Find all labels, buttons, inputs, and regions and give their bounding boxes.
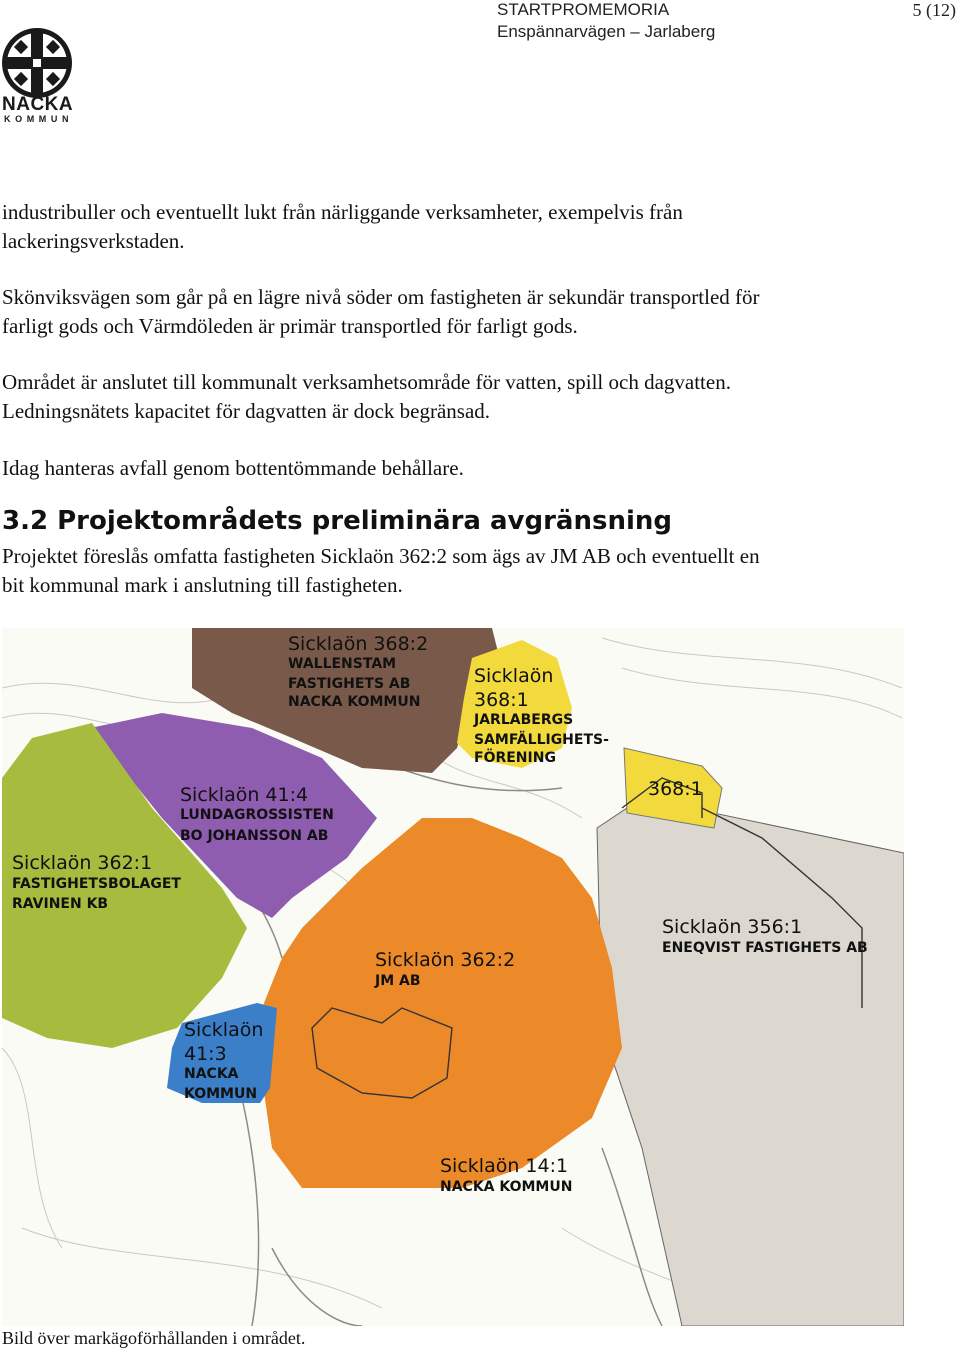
section-heading: 3.2 Projektområdets preliminära avgränsning xyxy=(2,506,673,536)
paragraph-water xyxy=(2,368,932,426)
label-14-1-title: Sicklaön 14:1 xyxy=(440,1155,569,1177)
label-356-1-line1: ENEQVIST FASTIGHETS AB xyxy=(662,940,868,956)
paragraph-line: Området är anslutet till kommunalt verksamhetsområde för vatten, spill och dagvatten. xyxy=(2,370,731,394)
label-368-1-line3: FÖRENING xyxy=(474,750,556,766)
label-368-2-title: Sicklaön 368:2 xyxy=(288,633,429,655)
label-368-1-line2: SAMFÄLLIGHETS- xyxy=(474,732,609,748)
paragraph-line: lackeringsverkstaden. xyxy=(2,229,185,253)
label-41-4-line1: LUNDAGROSSISTEN xyxy=(180,807,334,823)
label-41-3-line2: KOMMUN xyxy=(184,1086,258,1102)
label-41-4-line2: BO JOHANSSON AB xyxy=(180,828,329,844)
paragraph-waste xyxy=(2,454,932,483)
paragraph-line: Projektet föreslås omfatta fastigheten Sicklaön 362:2 som ägs av JM AB och eventuellt en xyxy=(2,544,760,568)
paragraph-line: industribuller och eventuellt lukt från närliggande verksamheter, exempelvis från xyxy=(2,200,683,224)
label-362-1-line1: FASTIGHETSBOLAGET xyxy=(12,876,181,892)
paragraph-line: farligt gods och Värmdöleden är primär transportled för farligt gods. xyxy=(2,314,578,338)
figure-caption: Bild över markägoförhållanden i området. xyxy=(2,1328,306,1348)
label-41-3-title2: 41:3 xyxy=(184,1043,227,1065)
label-368-2-line3: NACKA KOMMUN xyxy=(288,694,421,710)
label-368-1-line1: JARLABERGS xyxy=(474,712,574,728)
label-41-3-line1: NACKA xyxy=(184,1066,239,1082)
paragraph-noise xyxy=(2,198,932,256)
logo-wordmark: NACKA xyxy=(2,94,74,115)
label-368-1-small: 368:1 xyxy=(648,778,703,800)
label-368-1-title2: 368:1 xyxy=(474,689,529,711)
paragraph-transport xyxy=(2,283,932,341)
document-type: STARTPROMEMORIA xyxy=(497,0,670,19)
document-subject: Enspännarvägen – Jarlaberg xyxy=(497,22,716,41)
label-368-2-line2: FASTIGHETS AB xyxy=(288,676,411,692)
paragraph-line: Skönviksvägen som går på en lägre nivå söder om fastigheten är sekundär transportled för xyxy=(2,285,760,309)
paragraph-line: bit kommunal mark i anslutning till fastigheten. xyxy=(2,573,403,597)
label-14-1-line1: NACKA KOMMUN xyxy=(440,1179,573,1195)
label-362-2-line1: JM AB xyxy=(375,973,421,989)
page-number: 5 (12) xyxy=(912,0,956,20)
paragraph-project xyxy=(2,542,932,600)
property-map xyxy=(2,628,904,1326)
label-362-1-title: Sicklaön 362:1 xyxy=(12,852,153,874)
label-362-2-title: Sicklaön 362:2 xyxy=(375,949,516,971)
logo-subtitle: KOMMUN xyxy=(4,114,74,124)
label-368-2-line1: WALLENSTAM xyxy=(288,656,397,672)
label-356-1-title: Sicklaön 356:1 xyxy=(662,916,803,938)
label-362-1-line2: RAVINEN KB xyxy=(12,896,109,912)
label-41-4-title: Sicklaön 41:4 xyxy=(180,784,309,806)
label-368-1-title1: Sicklaön xyxy=(474,665,554,687)
paragraph-line: Ledningsnätets kapacitet för dagvatten är dock begränsad. xyxy=(2,399,491,423)
label-41-3-title1: Sicklaön xyxy=(184,1019,264,1041)
paragraph-line: Idag hanteras avfall genom bottentömmande behållare. xyxy=(2,456,464,480)
